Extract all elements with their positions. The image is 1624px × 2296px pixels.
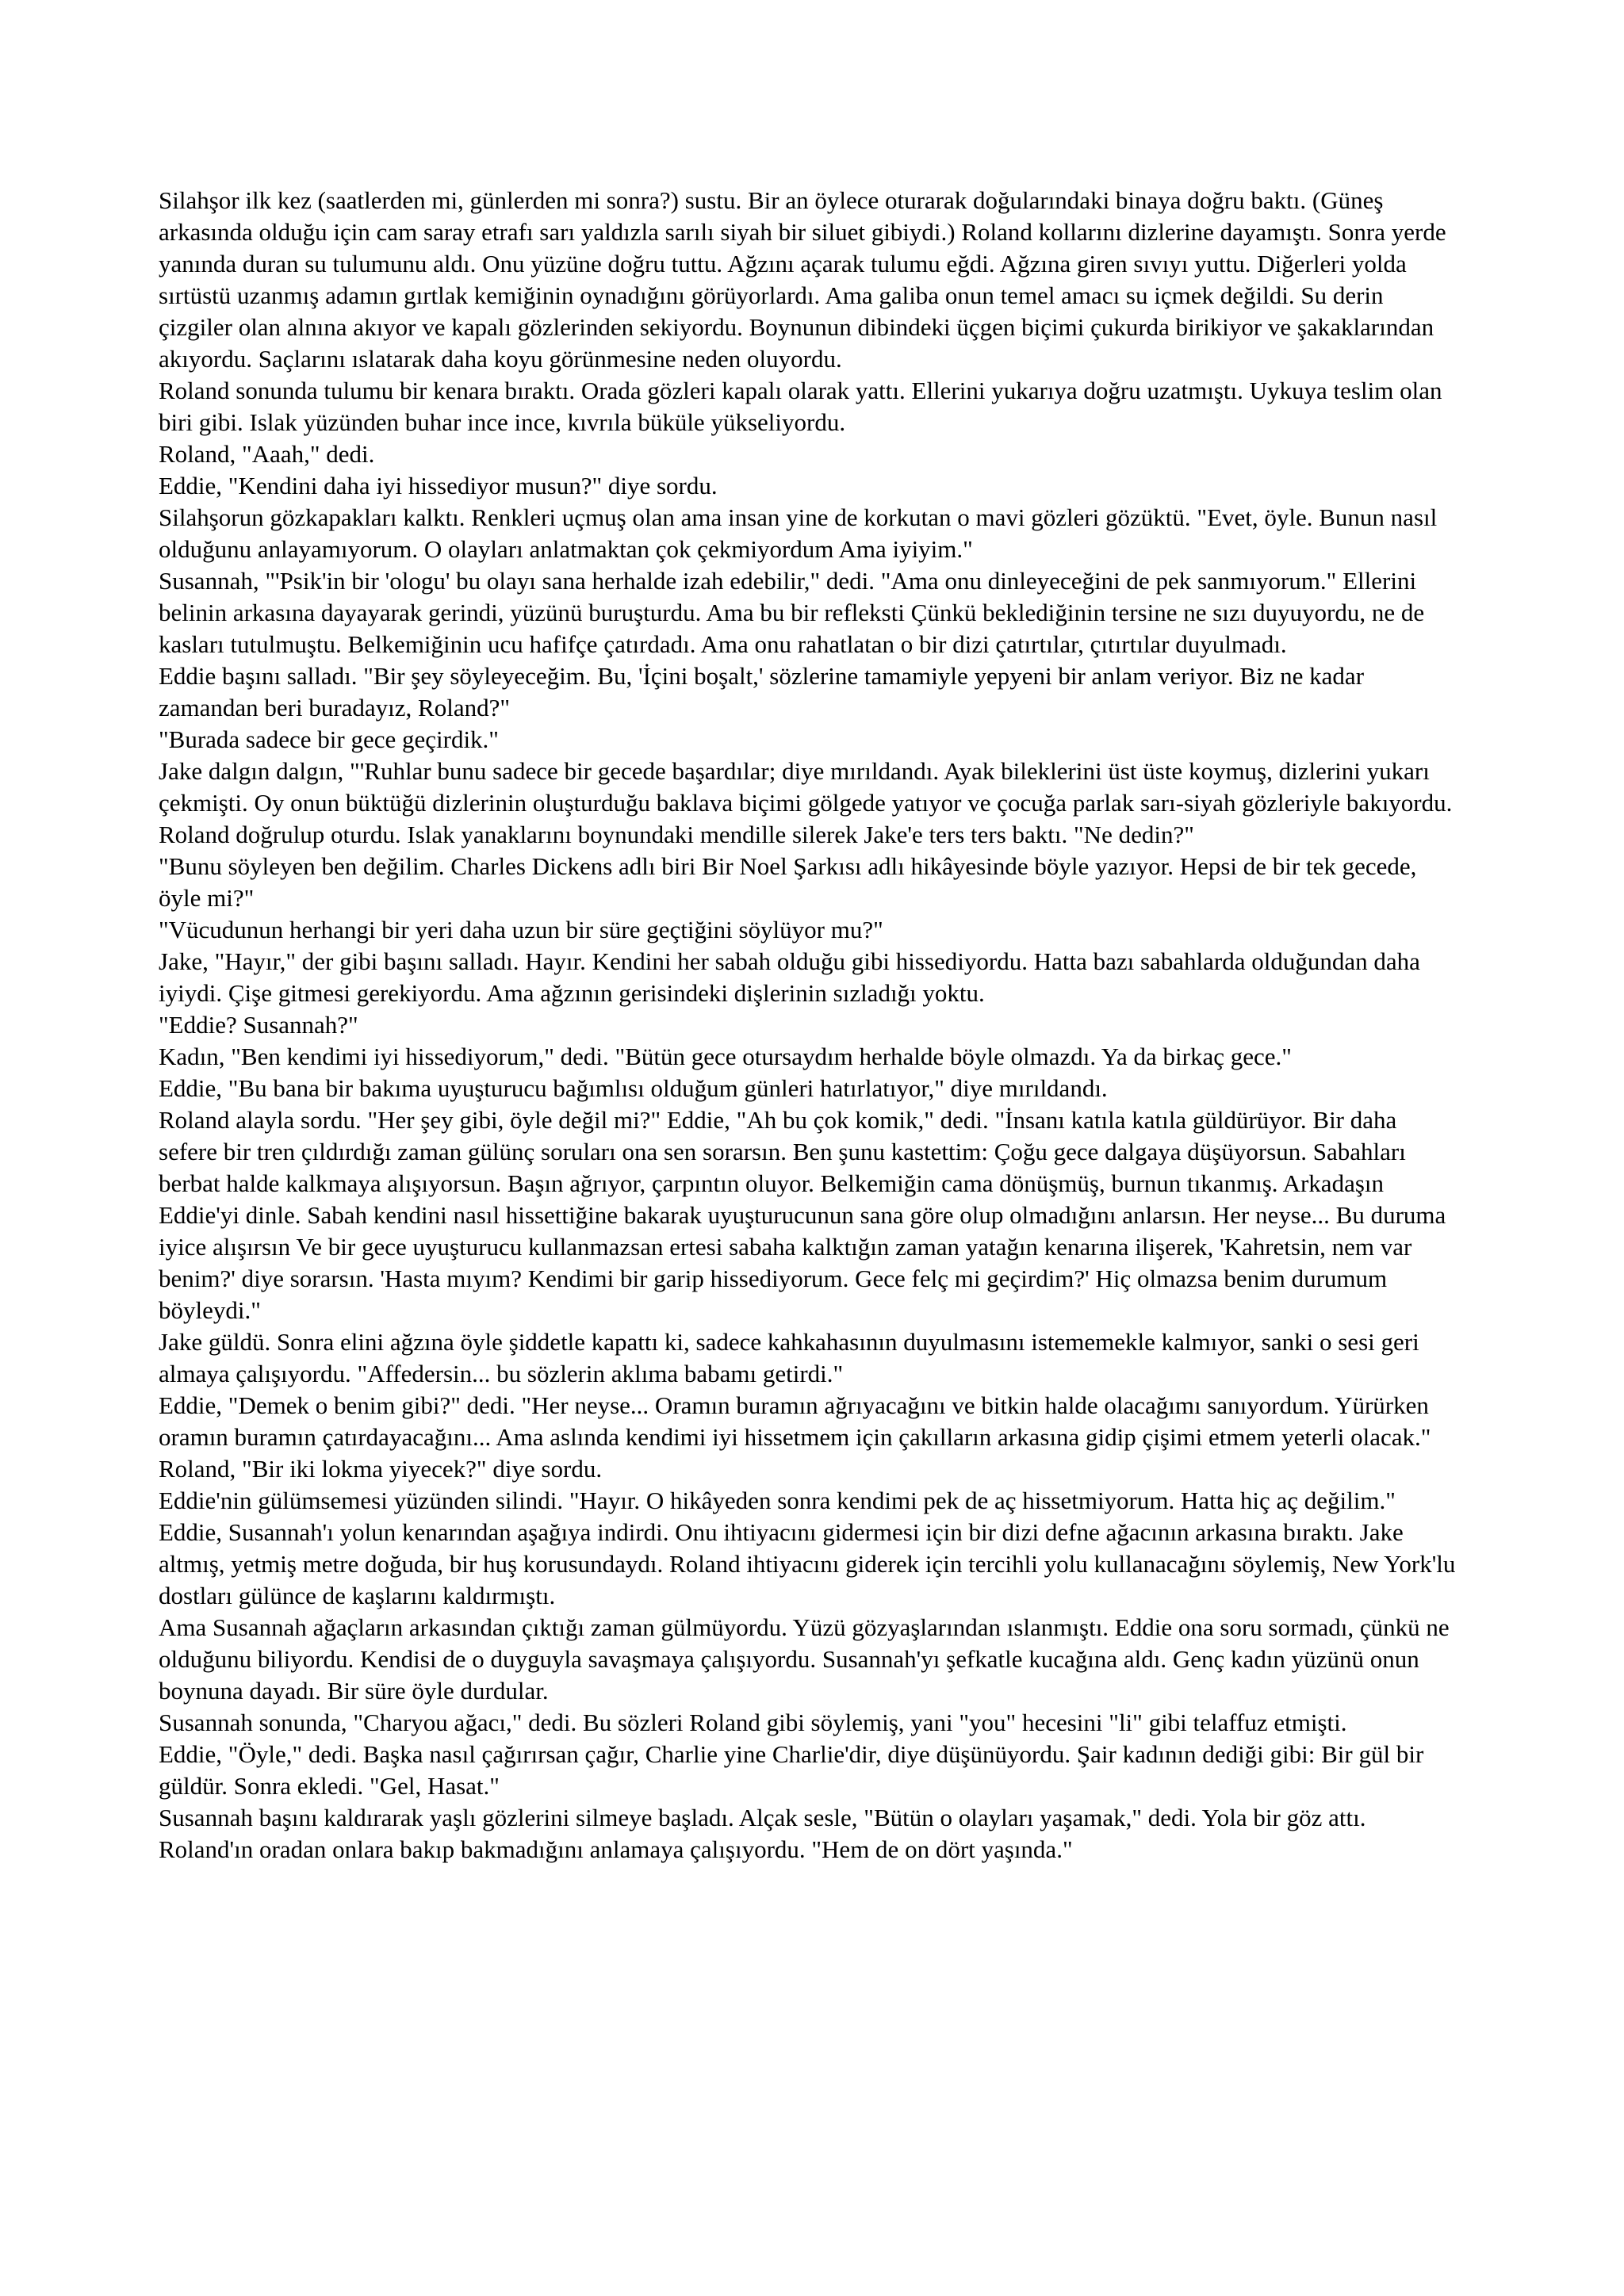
document-page [159, 185, 1459, 1866]
paragraph: "Eddie? Susannah?" [159, 1011, 358, 1039]
paragraph: Eddie, "Kendini daha iyi hissediyor musun?" diye sordu. [159, 472, 718, 499]
paragraph: Eddie'nin gülümsemesi yüzünden silindi. "Hayır. O hikâyeden sonra kendimi pek de aç hissetmiyorum. Hatta hiç aç değilim." [159, 1487, 1396, 1514]
paragraph: "Vücudunun herhangi bir yeri daha uzun bir süre geçtiğini söylüyor mu?" [159, 916, 883, 943]
paragraph: Susannah sonunda, "Charyou ağacı," dedi. Bu sözleri Roland gibi söylemiş, yani "you" hecesini "li" gibi telaffuz etmişti. [159, 1709, 1347, 1736]
paragraph: Eddie, "Öyle," dedi. Başka nasıl çağırırsan çağır, Charlie yine Charlie'dir, diye düşünüyordu. Şair kadının dediği gibi: Bir gül bir güldür. Sonra ekledi. "Gel, Hasat." [159, 1740, 1424, 1800]
paragraph: Kadın, "Ben kendimi iyi hissediyorum," dedi. "Bütün gece otursaydım herhalde böyle olmazdı. Ya da birkaç gece." [159, 1043, 1292, 1070]
paragraph: Eddie başını salladı. "Bir şey söyleyeceğim. Bu, 'İçini boşalt,' sözlerine tamamiyle yepyeni bir anlam veriyor. Biz ne kadar zamandan beri buradayız, Roland?" [159, 662, 1365, 721]
paragraph: Jake, "Hayır," der gibi başını salladı. Hayır. Kendini her sabah olduğu gibi hissediyordu. Hatta bazı sabahlarda olduğundan daha iyiydi. Çişe gitmesi gerekiyordu. Ama ağzının gerisindeki dişlerinin sızladığı yoktu. [159, 947, 1420, 1007]
paragraph: Ama Susannah ağaçların arkasından çıktığı zaman gülmüyordu. Yüzü gözyaşlarından ıslanmıştı. Eddie ona soru sormadı, çünkü ne olduğunu biliyordu. Kendisi de o duyguyla savaşmaya çalışıyordu. Susannah'yı şefkatle kucağına aldı. Genç kadın yüzünü onun boynuna dayadı. Bir süre öyle durdular. [159, 1613, 1450, 1705]
paragraph: Susannah başını kaldırarak yaşlı gözlerini silmeye başladı. Alçak sesle, "Bütün o olayları yaşamak," dedi. Yola bir göz attı. Roland'ın oradan onlara bakıp bakmadığını anlamaya çalışıyordu. "Hem de on dört yaşında." [159, 1804, 1366, 1863]
paragraph: "Bunu söyleyen ben değilim. Charles Dickens adlı biri Bir Noel Şarkısı adlı hikâyesinde böyle yazıyor. Hepsi de bir tek gecede, öyle mi?" [159, 852, 1417, 912]
paragraph: Silahşor ilk kez (saatlerden mi, günlerden mi sonra?) sustu. Bir an öylece oturarak doğularındaki binaya doğru baktı. (Güneş arkasında olduğu için cam saray etrafı sarı yaldızla sarılı siyah bir siluet gibiydi.) Roland kollarını dizlerine dayamıştı. Sonra yerde yanında duran su tulumunu aldı. Onu yüzüne doğru tuttu. Ağzını açarak tulumu eğdi. Ağzına giren sıvıyı yuttu. Diğerleri yolda sırtüstü uzanmış adamın gırtlak kemiğinin oynadığını görüyorlardı. Ama galiba onun temel amacı su içmek değildi. Su derin çizgiler olan alnına akıyor ve kapalı gözlerinden sekiyordu. Boynunun dibindeki üçgen biçimi çukurda birikiyor ve şakaklarından akıyordu. Saçlarını ıslatarak daha koyu görünmesine neden oluyordu. [159, 186, 1446, 373]
paragraph: Roland alayla sordu. "Her şey gibi, öyle değil mi?" Eddie, "Ah bu çok komik," dedi. "İnsanı katıla katıla güldürüyor. Bir daha sefere bir tren çıldırdığı zaman gülünç soruları ona sen sorarsın. Ben şunu kastettim: Çoğu gece dalgaya düşüyorsun. Sabahları berbat halde kalkmaya alışıyorsun. Başın ağrıyor, çarpıntın oluyor. Belkemiğin cama dönüşmüş, burnun tıkanmış. Arkadaşın Eddie'yi dinle. Sabah kendini nasıl hissettiğine bakarak uyuşturucunun sana göre olup olmadığını anlarsın. Her neyse... Bu duruma iyice alışırsın Ve bir gece uyuşturucu kullanmazsan ertesi sabaha kalktığın zaman yatağın kenarına ilişerek, 'Kahretsin, nem var benim?' diye sorarsın. 'Hasta mıyım? Kendimi bir garip hissediyorum. Gece felç mi geçirdim?' Hiç olmazsa benim durumum böyleydi." [159, 1106, 1446, 1324]
paragraph: Jake dalgın dalgın, "'Ruhlar bunu sadece bir gecede başardılar; diye mırıldandı. Ayak bileklerini üst üste koymuş, dizlerini yukarı çekmişti. Oy onun büktüğü dizlerinin oluşturduğu baklava biçimi gölgede yatıyor ve çocuğa parlak sarı-siyah gözleriyle bakıyordu. [159, 757, 1453, 817]
paragraph: Roland, "Bir iki lokma yiyecek?" diye sordu. [159, 1455, 603, 1483]
paragraph: Roland doğrulup oturdu. Islak yanaklarını boynundaki mendille silerek Jake'e ters ters baktı. "Ne dedin?" [159, 821, 1194, 848]
paragraph: Silahşorun gözkapakları kalktı. Renkleri uçmuş olan ama insan yine de korkutan o mavi gözleri gözüktü. "Evet, öyle. Bunun nasıl olduğunu anlayamıyorum. O olayları anlatmaktan çok çekmiyordum Ama iyiyim." [159, 503, 1438, 563]
paragraph: Roland, "Aaah," dedi. [159, 440, 375, 468]
paragraph: Roland sonunda tulumu bir kenara bıraktı. Orada gözleri kapalı olarak yattı. Ellerini yukarıya doğru uzatmıştı. Uykuya teslim olan biri gibi. Islak yüzünden buhar ince ince, kıvrıla büküle yükseliyordu. [159, 377, 1442, 436]
paragraph: Jake güldü. Sonra elini ağzına öyle şiddetle kapattı ki, sadece kahkahasının duyulmasını istememekle kalmıyor, sanki o sesi geri almaya çalışıyordu. "Affedersin... bu sözlerin aklıma babamı getirdi." [159, 1328, 1419, 1387]
paragraph: Eddie, "Demek o benim gibi?" dedi. "Her neyse... Oramın buramın ağrıyacağını ve bitkin halde olacağımı sanıyordum. Yürürken oramın buramın çatırdayacağını... Ama aslında kendimi iyi hissetmem için çakılların arkasına gidip çişimi etmem yeterli olacak." [159, 1391, 1431, 1451]
paragraph: Eddie, Susannah'ı yolun kenarından aşağıya indirdi. Onu ihtiyacını gidermesi için bir dizi defne ağacının arkasına bıraktı. Jake altmış, yetmiş metre doğuda, bir huş korusundaydı. Roland ihtiyacını giderek için tercihli yolu kullanacağını söylemiş, New York'lu dostları gülünce de kaşlarını kaldırmıştı. [159, 1518, 1456, 1609]
paragraph: "Burada sadece bir gece geçirdik." [159, 725, 499, 753]
paragraph: Eddie, "Bu bana bir bakıma uyuşturucu bağımlısı olduğum günleri hatırlatıyor," diye mırıldandı. [159, 1074, 1108, 1102]
paragraph: Susannah, "'Psik'in bir 'ologu' bu olayı sana herhalde izah edebilir," dedi. "Ama onu dinleyeceğini de pek sanmıyorum." Ellerini belinin arkasına dayayarak gerindi, yüzünü buruşturdu. Ama bu bir refleksti Çünkü beklediğinin tersine ne sızı duyuyordu, ne de kasları tutulmuştu. Belkemiğinin ucu hafifçe çatırdadı. Ama onu rahatlatan o bir dizi çatırtılar, çıtırtılar duyulmadı. [159, 567, 1425, 658]
